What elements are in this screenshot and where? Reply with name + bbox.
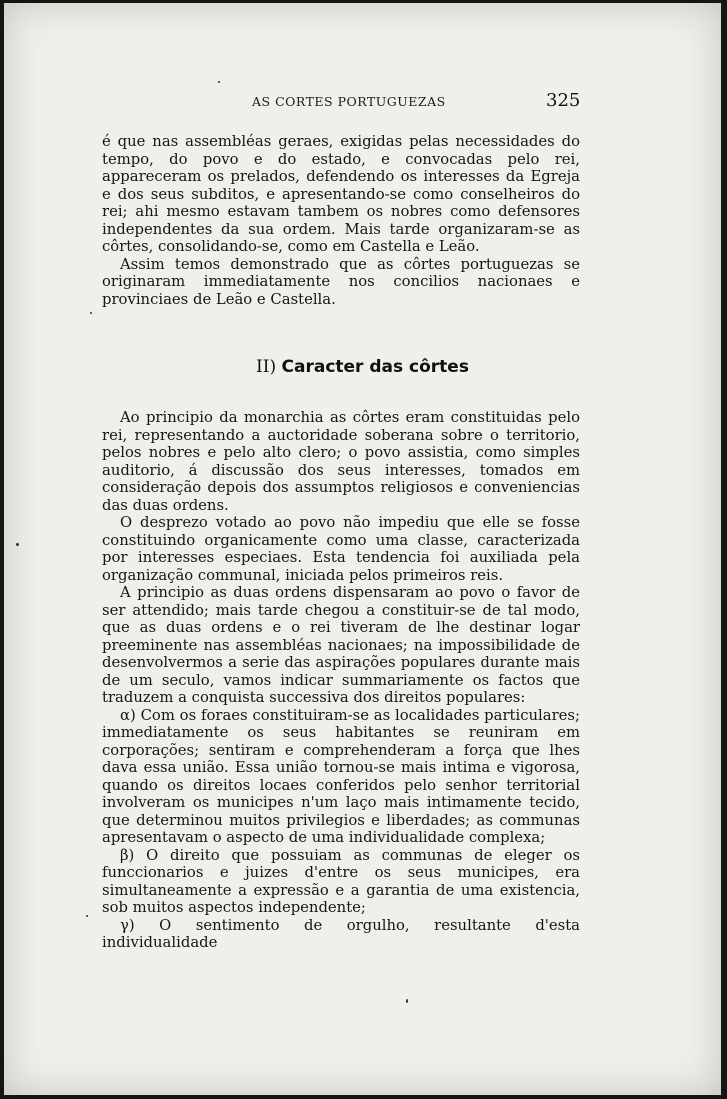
page-number: 325 (546, 90, 581, 111)
paragraph: O desprezo votado ao povo não impediu que elle se fosse constituindo organicamente como uma classe, caracterizada por interesses especiaes. Esta tendencia foi auxiliada pela organização communal, iniciada pelos primeiros reis. (102, 514, 580, 584)
intro-text-block (102, 133, 580, 308)
section-body (102, 409, 580, 952)
paragraph: α) Com os foraes constituiram-se as localidades particulares; immediatamente os seus habitantes se reuniram em corporações; sentiram e comprehenderam a força que lhes dava essa união. Essa união tornou-se mais intima e vigorosa, quando os direitos locaes conferidos pelo senhor territorial involveram os municipes n'um laço mais intimamente tecido, que determinou muitos privilegios e liberdades; as communas apresentavam o aspecto de uma individualidade complexa; (102, 706, 580, 846)
paragraph: Assim temos demonstrado que as côrtes portuguezas se originaram immediatamente nos concilios nacionaes e provinciaes de Leão e Castella. (102, 255, 580, 308)
paper-speck (218, 81, 220, 83)
running-title: AS CORTES PORTUGUEZAS (252, 94, 446, 109)
paragraph: β) O direito que possuiam as communas de eleger os funccionarios e juizes d'entre os seus municipes, era simultaneamente a expressão e a garantia de uma existencia, sob muitos aspectos independente; (102, 846, 580, 916)
paper-speck (406, 999, 408, 1003)
paper-speck (16, 543, 19, 546)
section-heading (4, 357, 721, 377)
paragraph: γ) O sentimento de orgulho, resultante d'esta individualidade (102, 916, 580, 951)
section-number: II) (256, 357, 277, 377)
paragraph: Ao principio da monarchia as côrtes eram constituidas pelo rei, representando a auctoridade soberana sobre o territorio, pelos nobres e pelo alto clero; o povo assistia, como simples auditorio, á discussão dos seus interesses, tomados em consideração depois dos assumptos religiosos e conveniencias das duas ordens. (102, 409, 580, 514)
paragraph: é que nas assembléas geraes, exigidas pelas necessidades do tempo, do povo e do estado, e convocadas pelo rei, appareceram os prelados, defendendo os interesses da Egreja e dos seus subditos, e apresentando-se como conselheiros do rei; ahi mesmo estavam tambem os nobres como defensores independentes da sua ordem. Mais tarde organizaram-se as côrtes, consolidando-se, como em Castella e Leão. (102, 133, 580, 255)
section-title: Caracter das côrtes (281, 357, 469, 377)
paper-speck (86, 915, 88, 917)
book-page (4, 3, 721, 1095)
paragraph: A principio as duas ordens dispensaram ao povo o favor de ser attendido; mais tarde chegou a constituir-se de tal modo, que as duas ordens e o rei tiveram de lhe destinar logar preeminente nas assembléas nacionaes; na impossibilidade de desenvolvermos a serie das aspirações populares durante mais de um seculo, vamos indicar summariamente os factos que traduzem a conquista successiva dos direitos populares: (102, 584, 580, 706)
paper-speck (90, 312, 92, 314)
